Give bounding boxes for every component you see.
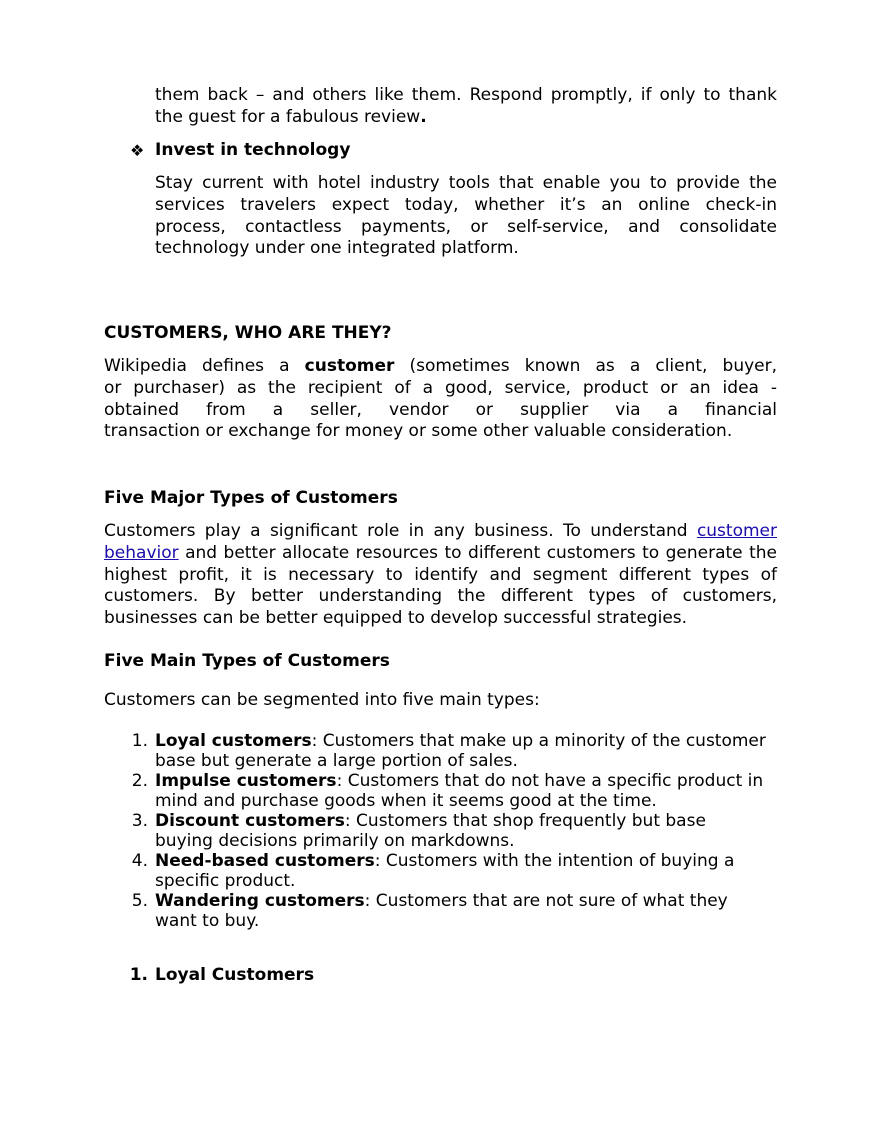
list-item-line-2: specific product. xyxy=(155,870,296,891)
list-item-term: Loyal customers xyxy=(155,731,312,751)
list-item-term: Impulse customers xyxy=(155,771,337,791)
loyal-customers-heading: Loyal Customers xyxy=(155,965,315,985)
list-item-term: Wandering customers xyxy=(155,891,365,911)
customers-line-1-post: (sometimes known as a client, buyer, xyxy=(409,356,778,376)
intro-line-2-text: the guest for a fabulous review xyxy=(155,106,421,127)
customers-heading: CUSTOMERS, WHO ARE THEY? xyxy=(104,323,392,343)
list-item-text xyxy=(155,891,777,933)
list-item-line-2: mind and purchase goods when it seems good at the time. xyxy=(155,790,657,811)
five-major-heading: Five Major Types of Customers xyxy=(104,488,398,508)
bullet-title-technology: Invest in technology xyxy=(155,140,351,160)
list-item-number: 4. xyxy=(131,851,148,871)
list-item-line-1: : Customers that are not sure of what they xyxy=(364,891,728,911)
list-item-number: 5. xyxy=(131,891,148,911)
list-item-text xyxy=(155,731,777,773)
five-major-line-3: highest profit, it is necessary to identify and segment different types of xyxy=(104,564,777,585)
diamond-bullet-icon: ❖ xyxy=(130,141,145,160)
technology-line-1: Stay current with hotel industry tools that enable you to provide the xyxy=(155,173,777,193)
list-item-term: Need-based customers xyxy=(155,851,375,871)
list-item xyxy=(0,731,880,771)
customers-line-1-pre: Wikipedia defines a xyxy=(104,356,290,376)
technology-line-2: services travelers expect today, whether it’s an online check-in xyxy=(155,194,777,215)
five-main-heading: Five Main Types of Customers xyxy=(104,651,390,671)
list-item xyxy=(0,891,880,931)
technology-line-4: technology under one integrated platform. xyxy=(155,238,519,259)
five-main-intro: Customers can be segmented into five main types: xyxy=(104,690,540,710)
list-item-line-1: : Customers with the intention of buying a xyxy=(374,851,735,871)
five-major-line-2-post: and better allocate resources to different customers to generate the xyxy=(185,542,777,563)
list-item xyxy=(0,851,880,891)
five-major-line-5: businesses can be better equipped to develop successful strategies. xyxy=(104,608,688,629)
list-item-text xyxy=(155,811,777,853)
list-item-number: 2. xyxy=(131,771,148,791)
five-major-line-1 xyxy=(104,521,777,543)
customer-behavior-link-part-1[interactable]: customer xyxy=(696,521,777,541)
list-item xyxy=(0,811,880,851)
five-major-line-4: customers. By better understanding the different types of customers, xyxy=(104,586,777,607)
loyal-heading-number: 1. xyxy=(129,965,148,985)
list-item-text xyxy=(155,851,777,893)
customers-paragraph xyxy=(104,356,777,443)
list-item-number: 3. xyxy=(131,811,148,831)
technology-paragraph xyxy=(155,173,777,260)
five-major-paragraph xyxy=(104,521,777,630)
customers-line-2: or purchaser) as the recipient of a good, service, product or an idea - xyxy=(104,377,777,398)
list-item-text xyxy=(155,771,777,813)
customers-line-1 xyxy=(104,356,777,378)
list-item-line-2: want to buy. xyxy=(155,910,260,931)
intro-line-1: them back – and others like them. Respond promptly, if only to thank xyxy=(155,85,777,105)
list-item-line-1: : Customers that make up a minority of the customer xyxy=(311,731,766,751)
customers-line-4: transaction or exchange for money or some other valuable consideration. xyxy=(104,421,733,442)
technology-line-3: process, contactless payments, or self-service, and consolidate xyxy=(155,216,777,237)
list-item-line-2: base but generate a large portion of sales. xyxy=(155,750,518,771)
five-major-line-2 xyxy=(104,543,777,565)
customers-line-3: obtained from a seller, vendor or supplier via a financial xyxy=(104,399,777,420)
intro-paragraph xyxy=(155,85,777,129)
customer-types-list xyxy=(0,731,880,936)
intro-line-2-period: . xyxy=(420,106,427,127)
list-item-term: Discount customers xyxy=(155,811,345,831)
customer-term: customer xyxy=(304,356,395,376)
five-major-line-1-pre: Customers play a significant role in any business. To understand xyxy=(104,521,688,541)
list-item-line-1: : Customers that do not have a specific product in xyxy=(336,771,764,791)
list-item xyxy=(0,771,880,811)
list-item-line-2: buying decisions primarily on markdowns. xyxy=(155,830,515,851)
list-item-line-1: : Customers that shop frequently but base xyxy=(344,811,706,831)
list-item-number: 1. xyxy=(131,731,148,751)
customer-behavior-link-part-2[interactable]: behavior xyxy=(104,542,179,563)
intro-line-2 xyxy=(155,107,777,129)
